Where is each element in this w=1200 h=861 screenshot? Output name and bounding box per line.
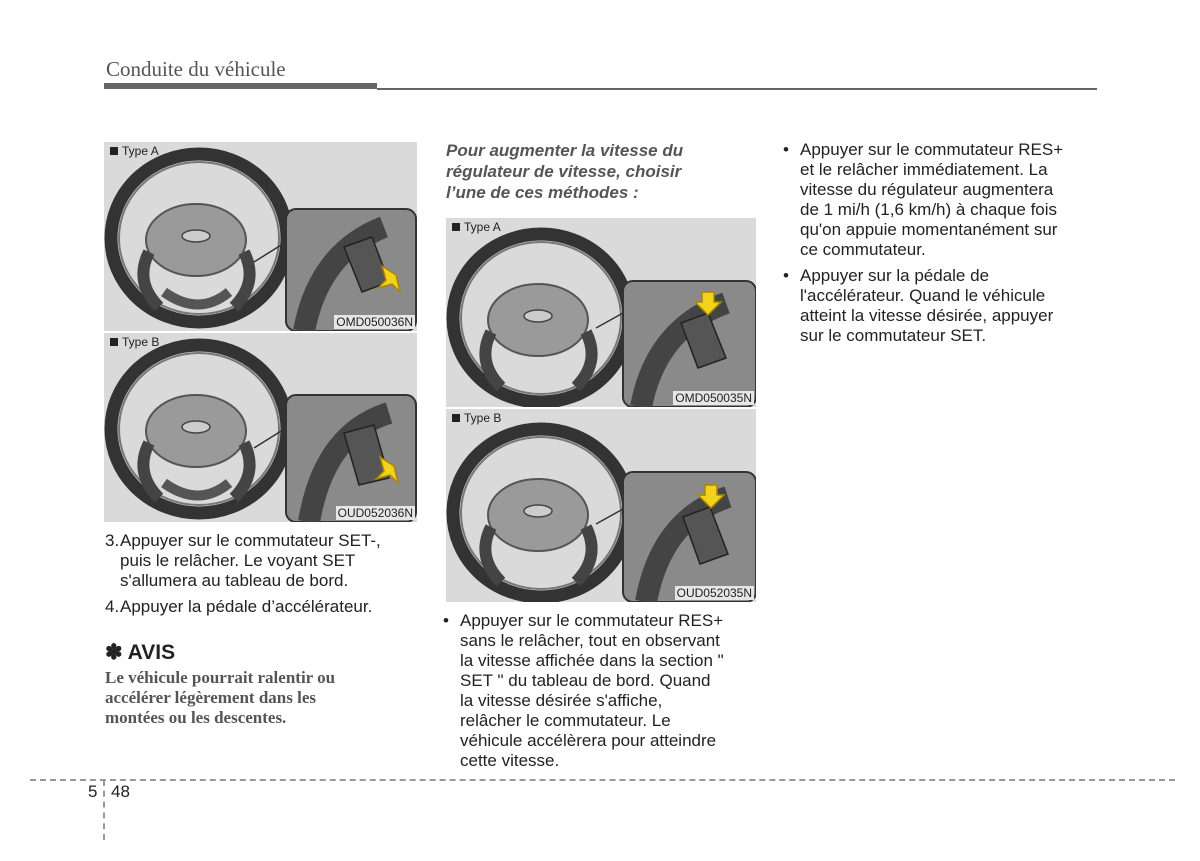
steering-wheel-illustration xyxy=(446,409,756,602)
step-text: Appuyer la pédale d’accélérateur. xyxy=(120,597,373,616)
bullet-res-tap xyxy=(783,140,1096,262)
figure-code: OUD052036N xyxy=(337,506,413,520)
step-number: 4. xyxy=(105,597,120,616)
bullet-symbol: • xyxy=(783,140,789,159)
footer-divider xyxy=(103,780,105,840)
header-rule-thin xyxy=(377,88,1097,90)
avis-text: Le véhicule pourrait ralentir ou accélérer légèrement dans les montées ou les descentes. xyxy=(105,668,336,727)
figure-type-label: Type B xyxy=(452,411,501,425)
figure-type-label: Type A xyxy=(452,220,501,234)
chapter-number: 5 xyxy=(88,782,98,801)
avis-title: ✽ AVIS xyxy=(105,641,176,664)
bullet-text: Appuyer sur le commutateur RES+ et le relâcher immédiatement. La vitesse du régulateur augmentera de 1 mi/h (1,6 km/h) à chaque fois qu'on appuie momentanément sur ce commutateur. xyxy=(800,140,1064,259)
figure-steering-wheel-4 xyxy=(446,409,756,602)
figure-steering-wheel-1 xyxy=(104,142,417,331)
figure-steering-wheel-3 xyxy=(446,218,756,407)
header-rule-thick xyxy=(104,83,377,89)
footer-rule xyxy=(30,779,1175,781)
figure-type-label: Type A xyxy=(110,144,159,158)
step-3 xyxy=(105,531,417,591)
steering-wheel-illustration xyxy=(446,218,756,407)
bullet-accelerator xyxy=(783,266,1096,348)
section-heading: Pour augmenter la vitesse du régulateur de vitesse, choisir l’une de ces méthodes : xyxy=(446,141,684,202)
figure-steering-wheel-2 xyxy=(104,333,417,522)
bullet-symbol: • xyxy=(443,611,449,630)
page-header-title: Conduite du véhicule xyxy=(106,57,286,81)
step-number: 3. xyxy=(105,531,120,550)
bullet-text: Appuyer sur la pédale de l'accélérateur. Quand le véhicule atteint la vitesse désirée, appuyer sur le commutateur SET. xyxy=(800,266,1054,345)
page-number: 48 xyxy=(111,782,130,801)
steering-wheel-illustration xyxy=(104,142,417,331)
steering-wheel-illustration xyxy=(104,333,417,522)
figure-code: OUD052035N xyxy=(676,586,752,600)
figure-code: OMD050035N xyxy=(675,391,752,405)
step-text: Appuyer sur le commutateur SET-, puis le relâcher. Le voyant SET s'allumera au tableau de bord. xyxy=(120,531,381,590)
step-4 xyxy=(105,597,417,617)
bullet-text: Appuyer sur le commutateur RES+ sans le relâcher, tout en observant la vitesse affichée dans la section " SET " du tableau de bord. Quand la vitesse désirée s'affiche, relâcher le commutateur. Le véhicule accélèrera pour atteindre cette vitesse. xyxy=(460,611,724,770)
bullet-symbol: • xyxy=(783,266,789,285)
bullet-res-hold xyxy=(443,611,756,773)
figure-code: OMD050036N xyxy=(336,315,413,329)
figure-type-label: Type B xyxy=(110,335,159,349)
